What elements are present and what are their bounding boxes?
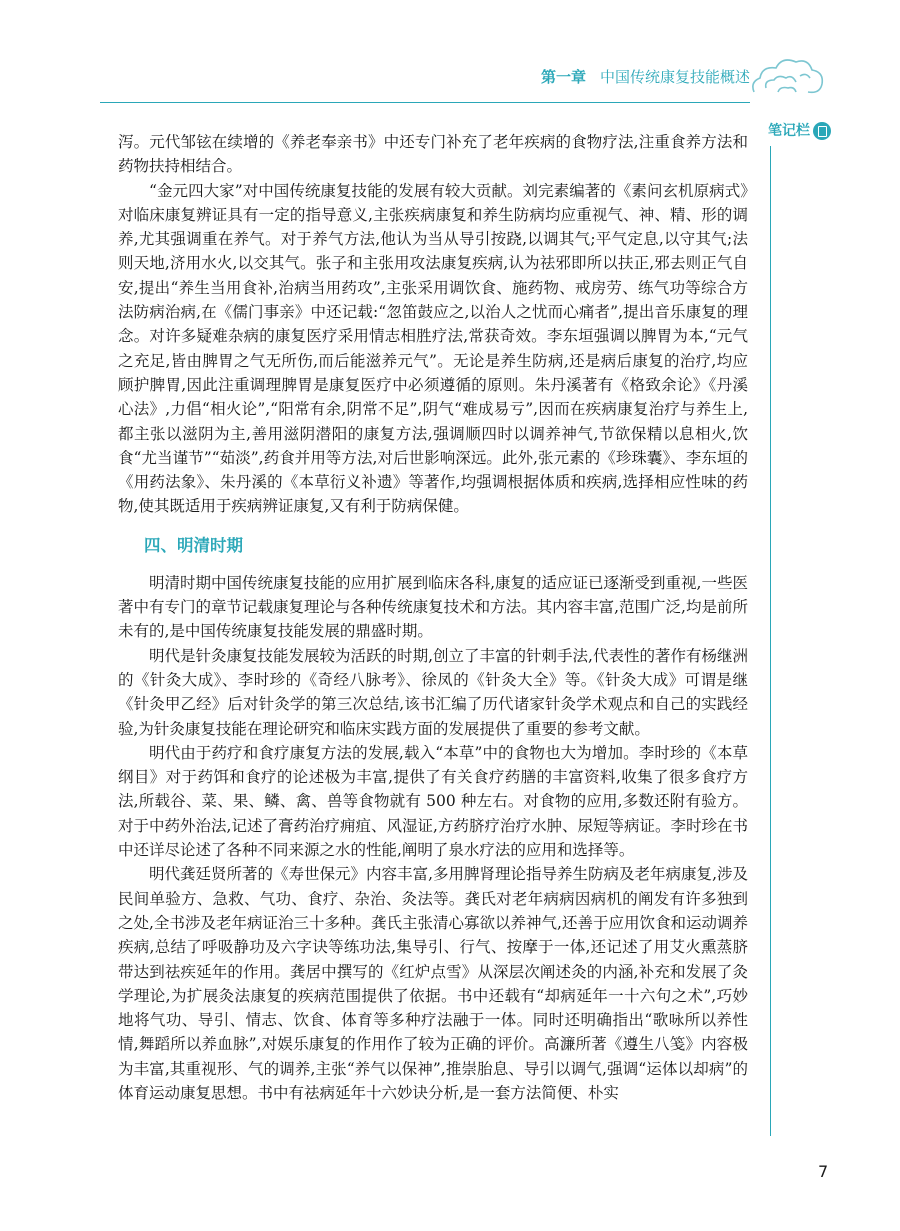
notes-column-rule	[770, 146, 771, 1136]
notes-label-text: 笔记栏	[768, 123, 810, 139]
paragraph: 泻。元代邹铉在续增的《养老奉亲书》中还专门补充了老年疾病的食物疗法,注重食养方法和药物扶持相结合。	[118, 133, 748, 176]
paragraph: 明清时期中国传统康复技能的应用扩展到临床各科,康复的适应证已逐渐受到重视,一些医著中有专门的章节记载康复理论与各种传统康复技术和方法。其内容丰富,范围广泛,均是前所未有的,是中国传统康复技能发展的鼎盛时期。	[118, 573, 748, 641]
paragraph: “金元四大家”对中国传统康复技能的发展有较大贡献。刘完素编著的《素问玄机原病式》对临床康复辨证具有一定的指导意义,主张疾病康复和养生防病均应重视气、神、精、形的调养,尤其强调重在养气。对于养气方法,他认为当从导引按跷,以调其气;平气定息,以守其气;法则天地,济用水火,以交其气。张子和主张用攻法康复疾病,认为祛邪即所以扶正,邪去则正气自安,提出“养生当用食补,治病当用药攻”,主张采用调饮食、施药物、戒房劳、练气功等综合方法防病治病,在《儒门事亲》中还记载:“忽笛鼓应之,以治人之忧而心痛者”,提出音乐康复的理念。对许多疑难杂病的康复医疗采用情志相胜疗法,常获奇效。李东垣强调以脾胃为本,“元气之充足,皆由脾胃之气无所伤,而后能滋养元气”。无论是养生防病,还是病后康复的治疗,均应顾护脾胃,因此注重调理脾胃是康复医疗中必须遵循的原则。朱丹溪著有《格致余论》《丹溪心法》,力倡“相火论”,“阳常有余,阴常不足”,阴气“难成易亏”,因而在疾病康复治疗与养生上,都主张以滋阴为主,善用滋阴潜阳的康复方法,强调顺四时以调养神气,节欲保精以息相火,饮食“尤当谨节”“茹淡”,药食并用等方法,对后世影响深远。此外,张元素的《珍珠囊》、李东垣的《用药法象》、朱丹溪的《本草衍义补遗》等著作,均强调根据体质和疾病,选择相应性味的药物,使其既适用于疾病辨证康复,又有利于防病保健。	[118, 181, 748, 516]
running-head	[541, 66, 750, 87]
paragraph: 明代由于药疗和食疗康复方法的发展,载入“本草”中的食物也大为增加。李时珍的《本草纲目》对于药饵和食疗的论述极为丰富,提供了有关食疗药膳的丰富资料,收集了很多食疗方法,所载谷、菜、果、鳞、禽、兽等食物就有 500 种左右。对食物的应用,多数还附有验方。对于中药外治法,记述了膏药治疗痈疽、风湿证,方药脐疗治疗水肿、尿短等病证。李时珍在书中还详尽论述了各种不同来源之水的性能,阐明了泉水疗法的应用和选择等。	[118, 743, 748, 860]
cloud-ornament-icon	[748, 52, 828, 102]
paragraph: 明代是针灸康复技能发展较为活跃的时期,创立了丰富的针刺手法,代表性的著作有杨继洲的《针灸大成》、李时珍的《奇经八脉考》、徐凤的《针灸大全》等。《针灸大成》可谓是继《针灸甲乙经》后对针灸学的第三次总结,该书汇编了历代诸家针灸学术观点和自己的实践经验,为针灸康复技能在理论研究和临床实践方面的发展提供了重要的参考文献。	[118, 646, 748, 738]
header-rule	[100, 102, 750, 103]
section-heading: 四、明清时期	[144, 535, 243, 555]
page-header	[0, 0, 900, 110]
main-text	[118, 130, 748, 1105]
notebook-icon	[813, 122, 831, 140]
paragraph: 明代龚廷贤所著的《寿世保元》内容丰富,多用脾肾理论指导养生防病及老年病康复,涉及民间单验方、急救、气功、食疗、杂治、灸法等。龚氏对老年病病因病机的阐发有许多独到之处,全书涉及老年病证治三十多种。龚氏主张清心寡欲以养神气,还善于应用饮食和运动调养疾病,总结了呼吸静功及六字诀等练功法,集导引、行气、按摩于一体,还记述了用艾火熏蒸脐带达到祛疾延年的作用。龚居中撰写的《红炉点雪》从深层次阐述灸的内涵,补充和发展了灸学理论,为扩展灸法康复的疾病范围提供了依据。书中还载有“却病延年一十六句之术”,巧妙地将气功、导引、情志、饮食、体育等多种疗法融于一体。同时还明确指出“歌咏所以养性情,舞蹈所以养血脉”,对娱乐康复的作用作了较为正确的评价。高濂所著《遵生八笺》内容极为丰富,其重视形、气的调养,主张“养气以保神”,推崇胎息、导引以调气,强调“运体以却病”的体育运动康复思想。书中有祛病延年十六妙诀分析,是一套方法简便、朴实	[118, 865, 748, 1102]
notes-sidebar-label	[768, 120, 831, 140]
chapter-title: 中国传统康复技能概述	[599, 68, 750, 86]
page-number: 7	[818, 1162, 829, 1181]
chapter-label: 第一章	[540, 68, 586, 86]
